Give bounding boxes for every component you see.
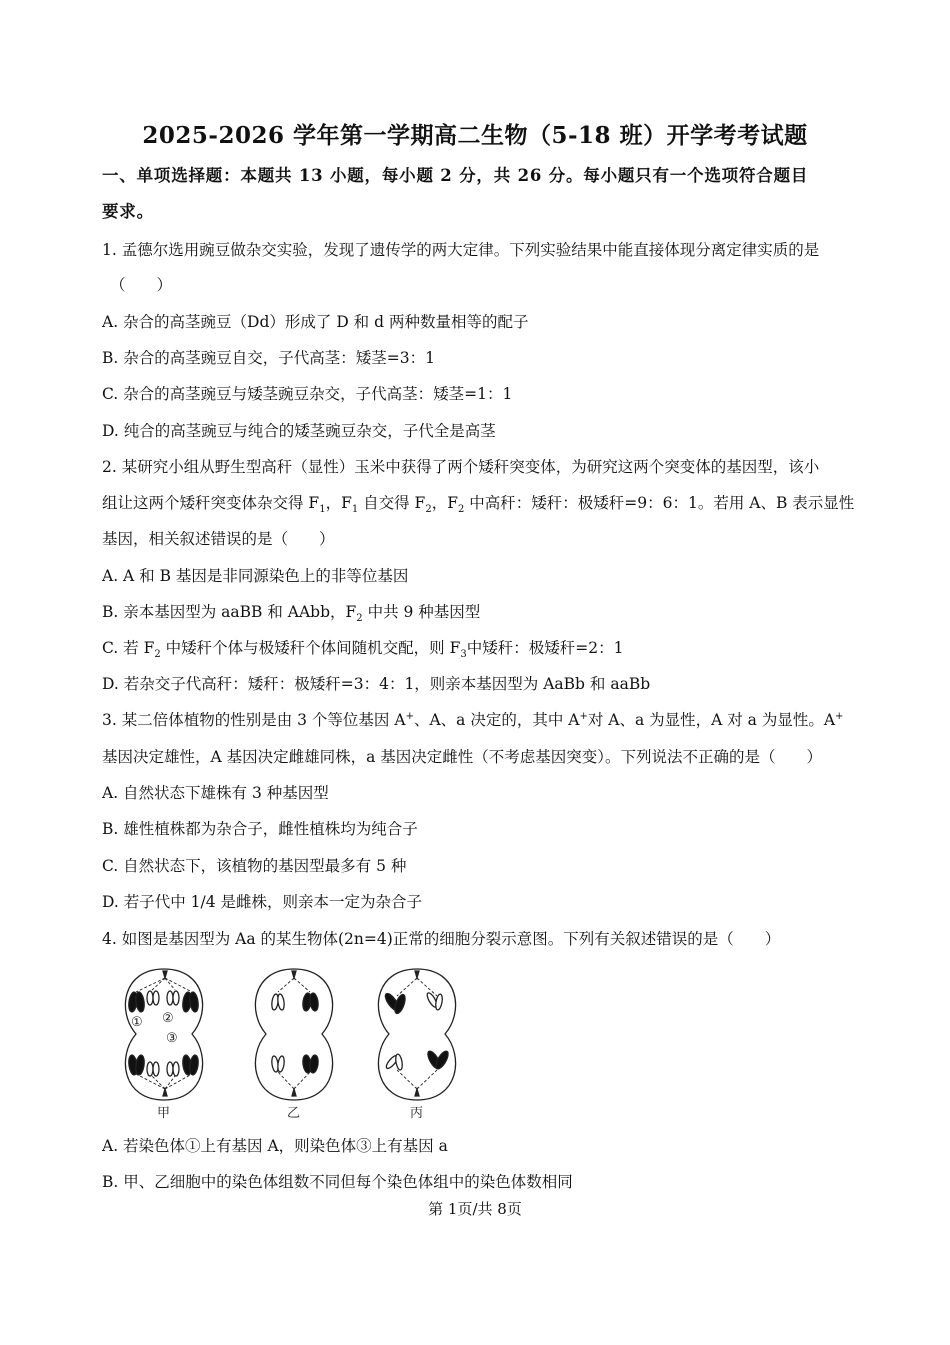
q1-option-a: A. 杂合的高茎豌豆（Dd）形成了 D 和 d 两种数量相等的配子 bbox=[102, 313, 529, 331]
q2-option-c: C. 若 $F_2$ 中矮秆个体与极矮秆个体间随机交配，则 $F_3$中矮秆：极矮秆=2：1 bbox=[102, 639, 624, 661]
cell-yi bbox=[255, 969, 332, 1100]
section-heading-cont: 要求。 bbox=[102, 202, 154, 221]
q3-option-a: A. 自然状态下雄株有 3 种基因型 bbox=[102, 784, 329, 802]
q1-option-b: B. 杂合的高茎豌豆自交，子代高茎：矮茎=3：1 bbox=[102, 349, 435, 367]
cell-yi-label: 乙 bbox=[287, 1106, 301, 1121]
q4-option-b: B. 甲、乙细胞中的染色体组数不同但每个染色体组中的染色体数相同 bbox=[102, 1173, 573, 1191]
q1-option-c: C. 杂合的高茎豌豆与矮茎豌豆杂交，子代高茎：矮茎=1：1 bbox=[102, 385, 513, 403]
q4-stem: 4. 如图是基因型为 Aa 的某生物体(2n=4)正常的细胞分裂示意图。下列有关叙述错误的是（ ） bbox=[102, 930, 781, 948]
exam-title: 2025-2026 学年第一学期高二生物（5-18 班）开学考考试题 bbox=[142, 122, 808, 149]
q1-answer-blank: （ ） bbox=[110, 276, 173, 294]
q2-option-d: D. 若杂交子代高秆：矮秆：极矮秆=3：4：1，则亲本基因型为 AaBb 和 aaBb bbox=[102, 675, 651, 693]
page-footer: 第 1页/共 8页 bbox=[428, 1200, 522, 1218]
cell-jia-label: 甲 bbox=[157, 1106, 171, 1121]
cell-bing-label: 丙 bbox=[410, 1106, 424, 1121]
q2-option-b: B. 亲本基因型为 aaBB 和 AAbb，$F_2$ 中共 9 种基因型 bbox=[102, 603, 481, 625]
cell-jia bbox=[125, 969, 202, 1100]
q2-stem-line3: 基因，相关叙述错误的是（ ） bbox=[102, 530, 335, 548]
q4-option-a: A. 若染色体①上有基因 A，则染色体③上有基因 a bbox=[102, 1137, 448, 1155]
section-heading: 一、单项选择题：本题共 13 小题，每小题 2 分，共 26 分。每小题只有一个选项符合题目 bbox=[102, 166, 809, 185]
q3-stem: 3. 某二倍体植物的性别是由 3 个等位基因 A+、A、a 决定的，其中 A+对 A、a 为显性，A 对 a 为显性。A+ bbox=[102, 710, 844, 729]
chromosome-1-label: ① bbox=[131, 1015, 143, 1030]
q3-stem-line2: 基因决定雄性，A 基因决定雌雄同株，a 基因决定雌性（不考虑基因突变）。下列说法不正确的是（ ） bbox=[102, 748, 823, 766]
q1-stem: 1. 孟德尔选用豌豆做杂交实验，发现了遗传学的两大定律。下列实验结果中能直接体现分离定律实质的是 bbox=[102, 241, 820, 259]
cell-bing bbox=[378, 969, 455, 1100]
q3-option-b: B. 雄性植株都为杂合子，雌性植株均为纯合子 bbox=[102, 820, 418, 838]
q3-option-c: C. 自然状态下，该植物的基因型最多有 5 种 bbox=[102, 857, 407, 875]
q3-option-d: D. 若子代中 1/4 是雌株，则亲本一定为杂合子 bbox=[102, 893, 423, 911]
q1-option-d: D. 纯合的高茎豌豆与纯合的矮茎豌豆杂交，子代全是高茎 bbox=[102, 422, 496, 440]
q2-stem: 2. 某研究小组从野生型高秆（显性）玉米中获得了两个矮秆突变体，为研究这两个突变体的基因型，该小 bbox=[102, 458, 820, 476]
cell-division-figure bbox=[112, 962, 484, 1124]
q2-stem-line2: 组让这两个矮秆突变体杂交得 $F_1$，$F_1$ 自交得 $F_2$，$F_2$ 中高秆：矮秆：极矮秆=9：6：1。若用 A、B 表示显性 bbox=[102, 494, 855, 516]
chromosome-3-label: ③ bbox=[166, 1031, 178, 1046]
chromosome-2-label: ② bbox=[162, 1011, 174, 1026]
q2-option-a: A. A 和 B 基因是非同源染色上的非等位基因 bbox=[102, 567, 409, 585]
